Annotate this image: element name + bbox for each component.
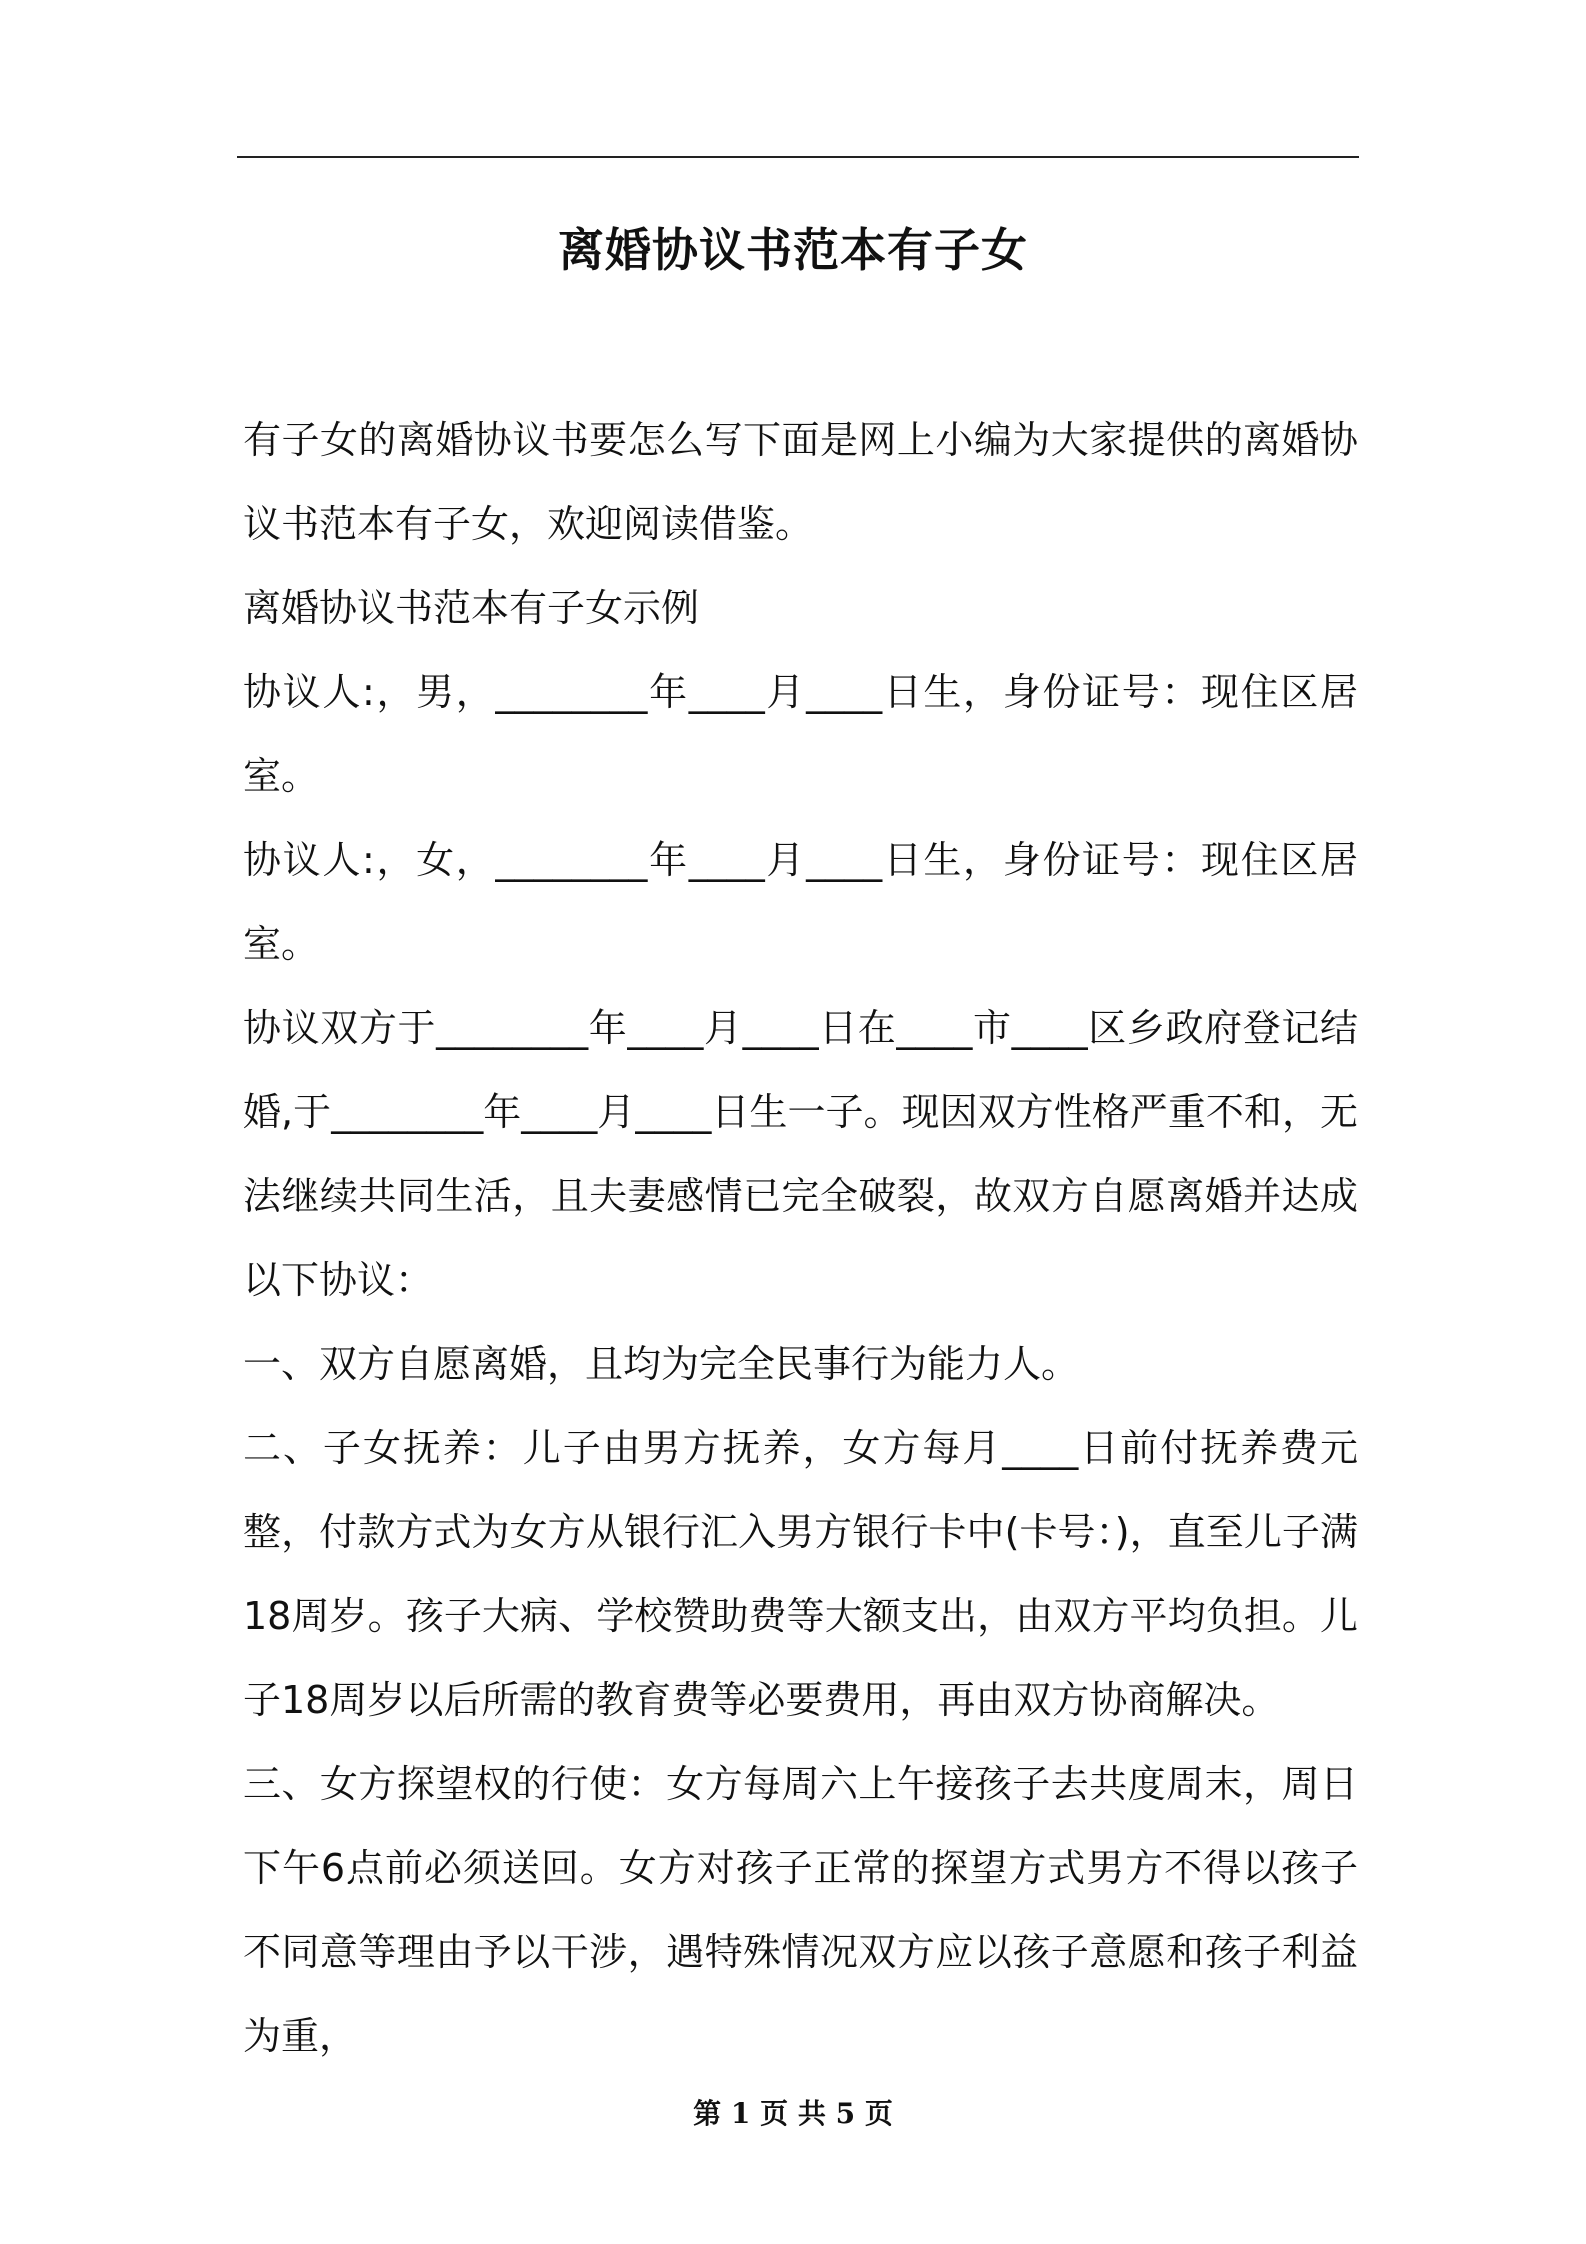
document-title: 离婚协议书范本有子女: [558, 223, 1028, 277]
paragraph-marriage-info: 协议双方于________年____月____日在____市____区乡政府登记结婚,于________年____月____日生一子。现因双方性格严重不和，无法继续共同生活，且夫妻感情已完全破裂，故双方自愿离婚并达成以下协议：: [243, 1006, 1358, 1302]
paragraph-clause-3: 三、女方探望权的行使：女方每周六上午接孩子去共度周末，周日下午6点前必须送回。女方对孩子正常的探望方式男方不得以孩子不同意等理由予以干涉，遇特殊情况双方应以孩子意愿和孩子利益为重，: [243, 1762, 1358, 2058]
paragraph-example-heading: 离婚协议书范本有子女示例: [243, 586, 700, 630]
page-number-footer: 第 1 页 共 5 页: [693, 2097, 893, 2130]
paragraph-clause-1: 一、双方自愿离婚，且均为完全民事行为能力人。: [243, 1342, 1080, 1386]
header-divider: [237, 156, 1359, 158]
paragraph-intro: 有子女的离婚协议书要怎么写下面是网上小编为大家提供的离婚协议书范本有子女，欢迎阅读借鉴。: [243, 418, 1358, 546]
paragraph-clause-2: 二、子女抚养：儿子由男方抚养，女方每月____日前付抚养费元整，付款方式为女方从银行汇入男方银行卡中(卡号：)，直至儿子满18周岁。孩子大病、学校赞助费等大额支出，由双方平均负担。儿子18周岁以后所需的教育费等必要费用，再由双方协商解决。: [243, 1426, 1358, 1722]
paragraph-party-female: 协议人:，女，________年____月____日生，身份证号：现住区居室。: [243, 838, 1358, 966]
document-body: [243, 398, 1358, 2078]
paragraph-party-male: 协议人:，男，________年____月____日生，身份证号：现住区居室。: [243, 670, 1358, 798]
